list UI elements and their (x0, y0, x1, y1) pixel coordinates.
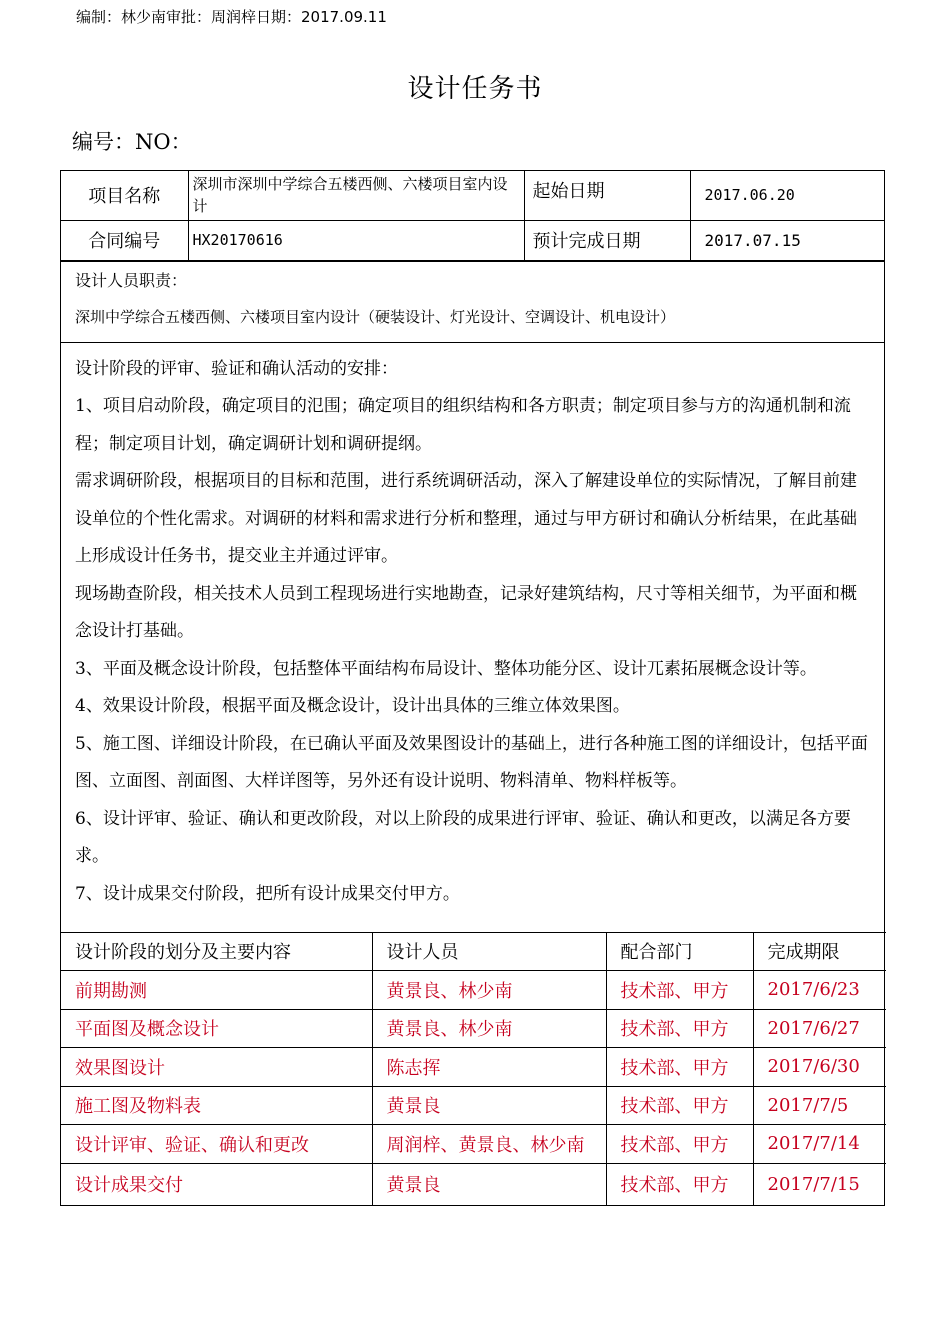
info-row-project (61, 171, 884, 220)
arrangement-label: 设计阶段的评审、验证和确认活动的安排： (75, 358, 398, 379)
end-date-value: 2017.07.15 (690, 220, 884, 260)
project-info-table (61, 171, 884, 261)
deadline-cell: 2017/6/23 (753, 971, 886, 1010)
start-date-value: 2017.06.20 (690, 171, 884, 220)
header-meta-line: 编制：林少南审批：周润梓日期：2017.09.11 (76, 8, 387, 26)
responsibility-label: 设计人员职责： (75, 270, 188, 290)
schedule-header-cell: 设计人员 (372, 932, 606, 971)
designer-cell: 黄景良 (372, 1086, 606, 1125)
schedule-row (61, 1086, 886, 1125)
responsibility-text: 深圳中学综合五楼西侧、六楼项目室内设计（硬装设计、灯光设计、空调设计、机电设计） (75, 307, 676, 326)
designer-cell: 陈志挥 (372, 1048, 606, 1087)
schedule-row (61, 1048, 886, 1087)
arrangement-paragraph: 1、项目启动阶段，确定项目的氾围；确定项目的组织结构和各方职责；制定项目参与方的沟通机制和流程；制定项目计划，确定调研计划和调研提纲。 (75, 396, 851, 454)
arrangement-paragraph: 5、施工图、详细设计阶段，在已确认平面及效果图设计的基础上，进行各种施工图的详细设计，包括平面图、立面图、剖面图、大样详图等，另外还有设计说明、物料清单、物料样板等。 (75, 733, 868, 791)
document-title: 设计任务书 (407, 74, 543, 104)
document-number: 编号：NO： (72, 130, 192, 154)
schedule-row (61, 1009, 886, 1048)
stage-cell: 设计成果交付 (61, 1163, 372, 1205)
arrangement-paragraph: 需求调研阶段，根据项目的目标和范围，进行系统调研活动，深入了解建设单位的实际情况，了解目前建设单位的个性化需求。对调研的材料和需求进行分析和整理，通过与甲方研讨和确认分析结果，在此基础上形成设计任务书，提交业主并通过评审。 (75, 471, 857, 566)
schedule-header-cell: 完成期限 (753, 932, 886, 971)
project-name-label: 项目名称 (61, 171, 188, 220)
designer-cell: 黄景良、林少南 (372, 971, 606, 1010)
schedule-table (61, 932, 886, 1205)
schedule-row (61, 1125, 886, 1164)
department-cell: 技术部、甲方 (606, 1125, 753, 1164)
schedule-row (61, 1163, 886, 1205)
designer-cell: 黄景良 (372, 1163, 606, 1205)
department-cell: 技术部、甲方 (606, 1163, 753, 1205)
stage-cell: 施工图及物料表 (61, 1086, 372, 1125)
project-name-value: 深圳市深圳中学综合五楼西侧、六楼项目室内设计 (188, 171, 524, 220)
responsibility-section (61, 261, 884, 342)
deadline-cell: 2017/7/5 (753, 1086, 886, 1125)
stage-cell: 效果图设计 (61, 1048, 372, 1087)
info-row-contract (61, 220, 884, 260)
schedule-row (61, 971, 886, 1010)
start-date-label: 起始日期 (524, 171, 690, 220)
end-date-label: 预计完成日期 (524, 220, 690, 260)
deadline-cell: 2017/6/27 (753, 1009, 886, 1048)
designer-cell: 黄景良、林少南 (372, 1009, 606, 1048)
department-cell: 技术部、甲方 (606, 1009, 753, 1048)
deadline-cell: 2017/7/15 (753, 1163, 886, 1205)
deadline-cell: 2017/6/30 (753, 1048, 886, 1087)
schedule-header-cell: 设计阶段的划分及主要内容 (61, 932, 372, 971)
stage-cell: 设计评审、验证、确认和更改 (61, 1125, 372, 1164)
department-cell: 技术部、甲方 (606, 1086, 753, 1125)
arrangement-paragraph: 3、平面及概念设计阶段，包括整体平面结构布局设计、整体功能分区、设计兀素拓展概念设计等。 (75, 658, 817, 679)
schedule-header-cell: 配合部门 (606, 932, 753, 971)
stage-cell: 平面图及概念设计 (61, 1009, 372, 1048)
department-cell: 技术部、甲方 (606, 971, 753, 1010)
deadline-cell: 2017/7/14 (753, 1125, 886, 1164)
arrangement-paragraph: 6、设计评审、验证、确认和更改阶段，对以上阶段的成果进行评审、验证、确认和更改，以满足各方要求。 (75, 808, 851, 866)
arrangement-paragraph: 7、设计成果交付阶段，把所有设计成果交付甲方。 (75, 883, 460, 904)
contract-no-value: HX20170616 (188, 220, 524, 260)
arrangement-paragraph: 现场勘查阶段，相关技术人员到工程现场进行实地勘查，记录好建筑结构，尺寸等相关细节，为平面和概念设计打基础。 (75, 583, 857, 641)
task-sheet (60, 170, 885, 1206)
designer-cell: 周润梓、黄景良、林少南 (372, 1125, 606, 1164)
arrangement-section (61, 342, 884, 932)
contract-no-label: 合同编号 (61, 220, 188, 260)
arrangement-paragraph: 4、效果设计阶段，根据平面及概念设计，设计出具体的三维立体效果图。 (75, 696, 630, 716)
schedule-header-row (61, 932, 886, 971)
department-cell: 技术部、甲方 (606, 1048, 753, 1087)
stage-cell: 前期勘测 (61, 971, 372, 1010)
